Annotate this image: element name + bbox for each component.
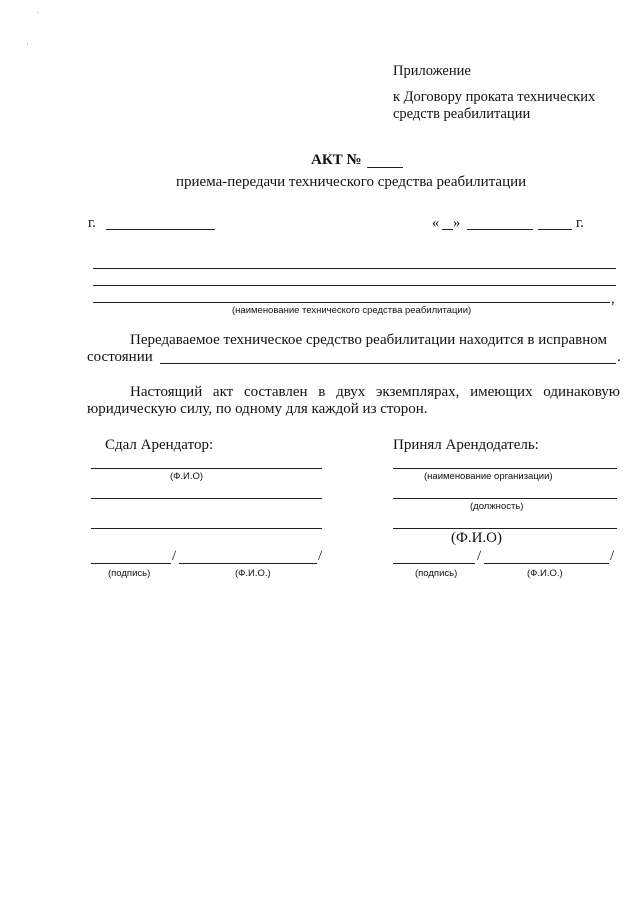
day-field[interactable] (442, 229, 453, 230)
device-name-comma: , (611, 291, 615, 307)
device-name-caption: (наименование технического средства реабилитации) (232, 305, 472, 316)
tenant-signature-fio-caption: (Ф.И.О.) (235, 568, 271, 579)
appendix-contract-line2: средств реабилитации (393, 106, 531, 122)
condition-state-field[interactable] (160, 363, 616, 364)
lessor-signature-slash-end: / (610, 548, 615, 564)
lessor-signature-slash: / (477, 548, 482, 564)
copies-text-line1: Настоящий акт составлен в двух экземплярах, имеющих одинаковую (130, 384, 620, 400)
year-suffix: г. (576, 215, 584, 231)
date-close-quote: » (453, 215, 461, 231)
date-open-quote: « (432, 215, 440, 231)
device-name-line-2[interactable] (93, 285, 616, 286)
lessor-position-field[interactable] (393, 498, 617, 499)
act-number-line[interactable] (367, 167, 403, 168)
tenant-signature-caption: (подпись) (108, 568, 151, 579)
lessor-heading: Принял Арендодатель: (393, 437, 539, 453)
lessor-signature-fio-caption: (Ф.И.О.) (527, 568, 563, 579)
tenant-signature-fio-field[interactable] (179, 563, 317, 564)
lessor-org-field[interactable] (393, 468, 617, 469)
scan-speck (27, 43, 28, 44)
condition-text: Передаваемое техническое средство реабилитации находится в исправном (130, 332, 607, 348)
lessor-fio-field[interactable] (393, 528, 617, 529)
lessor-signature-caption: (подпись) (415, 568, 458, 579)
appendix-contract-line: к Договору проката технических (393, 89, 596, 105)
device-name-line-1[interactable] (93, 268, 616, 269)
month-field[interactable] (467, 229, 533, 230)
tenant-signature-slash: / (172, 548, 177, 564)
tenant-line-2[interactable] (91, 498, 322, 499)
tenant-fio-caption: (Ф.И.О) (170, 471, 204, 482)
tenant-fio-field[interactable] (91, 468, 322, 469)
copies-text-line2: юридическую силу, по одному для каждой из сторон. (87, 401, 428, 417)
tenant-heading: Сдал Арендатор: (105, 437, 214, 453)
lessor-signature-fio-field[interactable] (484, 563, 609, 564)
lessor-position-caption: (должность) (470, 501, 524, 512)
condition-state-label: состоянии (87, 349, 153, 365)
city-field[interactable] (106, 229, 215, 230)
scan-speck (37, 12, 38, 13)
condition-period: . (617, 349, 621, 365)
lessor-fio-caption: (Ф.И.О) (451, 530, 503, 546)
lessor-signature-field[interactable] (393, 563, 475, 564)
appendix-title: Приложение (393, 63, 471, 79)
device-name-line-3[interactable] (93, 302, 610, 303)
tenant-signature-field[interactable] (91, 563, 171, 564)
act-subtitle: приема-передачи технического средства реабилитации (176, 174, 527, 190)
tenant-signature-slash-end: / (318, 548, 323, 564)
lessor-org-caption: (наименование организации) (424, 471, 553, 482)
act-title: АКТ № (311, 152, 362, 168)
city-prefix: г. (88, 215, 96, 231)
year-field[interactable] (538, 229, 572, 230)
tenant-line-3[interactable] (91, 528, 322, 529)
